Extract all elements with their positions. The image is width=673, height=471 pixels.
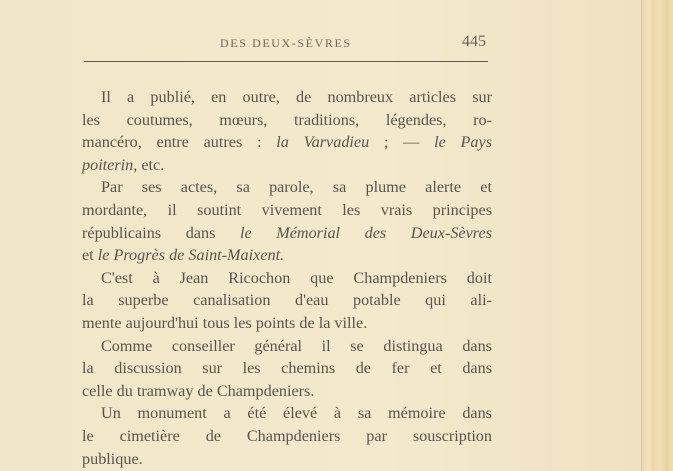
- text-run: Comme conseiller général il se distingua dans: [101, 336, 492, 355]
- text-run: C'est à Jean Ricochon que Champdeniers doit: [101, 268, 492, 287]
- text-line: [82, 448, 492, 471]
- text-run: ; —: [369, 133, 435, 152]
- text-run: celle du tramway de Champdeniers.: [82, 381, 315, 400]
- text-line: [82, 402, 492, 425]
- text-line: [82, 244, 492, 267]
- text-line: [82, 357, 492, 380]
- text-line: [82, 425, 492, 448]
- text-line: [82, 289, 492, 312]
- text-line: [82, 380, 492, 403]
- text-run: les coutumes, mœurs, traditions, légendes, ro-: [82, 110, 492, 129]
- italic-text: le Mémorial des Deux-Sèvres: [239, 223, 492, 242]
- text-line: [82, 154, 492, 177]
- paragraph: [82, 335, 492, 403]
- page-edge: [641, 0, 673, 471]
- italic-text: le Progrès de Saint-Maixent.: [97, 246, 285, 265]
- body-text: [82, 86, 492, 470]
- running-header: [84, 34, 490, 56]
- text-line: [82, 335, 492, 358]
- text-run: la superbe canalisation d'eau potable qui ali-: [82, 291, 492, 310]
- text-run: républicains dans: [82, 223, 240, 242]
- text-run: Par ses actes, sa parole, sa plume alerte et: [101, 178, 492, 197]
- page-number: 445: [462, 33, 486, 50]
- paragraph: [82, 267, 492, 335]
- text-run: et: [82, 246, 98, 265]
- text-run: mente aujourd'hui tous les points de la ville.: [82, 313, 368, 332]
- text-run: Il a publié, en outre, de nombreux articles sur: [101, 88, 492, 106]
- text-run: le cimetière de Champdeniers par souscription: [82, 426, 492, 445]
- paragraph: [82, 86, 492, 176]
- text-run: mordante, il soutint vivement les vrais principes: [82, 200, 492, 219]
- text-line: [82, 176, 492, 199]
- text-run: mancéro, entre autres :: [82, 133, 277, 152]
- header-rule: [84, 61, 488, 62]
- text-line: [82, 267, 492, 290]
- text-run: , etc.: [133, 155, 165, 174]
- paragraph: [82, 176, 492, 266]
- text-line: [82, 222, 492, 245]
- text-line: [82, 199, 492, 222]
- text-run: publique.: [82, 449, 143, 468]
- italic-text: la Varvadieu: [276, 133, 370, 152]
- italic-text: le Pays: [434, 133, 492, 152]
- text-line: [82, 131, 492, 154]
- text-run: Un monument a été élevé à sa mémoire dans: [101, 404, 492, 423]
- paragraph: [82, 402, 492, 470]
- running-title: DES DEUX-SÈVRES: [220, 36, 352, 50]
- text-line: [82, 109, 492, 132]
- text-line: [82, 86, 492, 109]
- text-line: [82, 312, 492, 335]
- text-run: la discussion sur les chemins de fer et dans: [82, 359, 492, 378]
- italic-text: poiterin: [82, 155, 134, 174]
